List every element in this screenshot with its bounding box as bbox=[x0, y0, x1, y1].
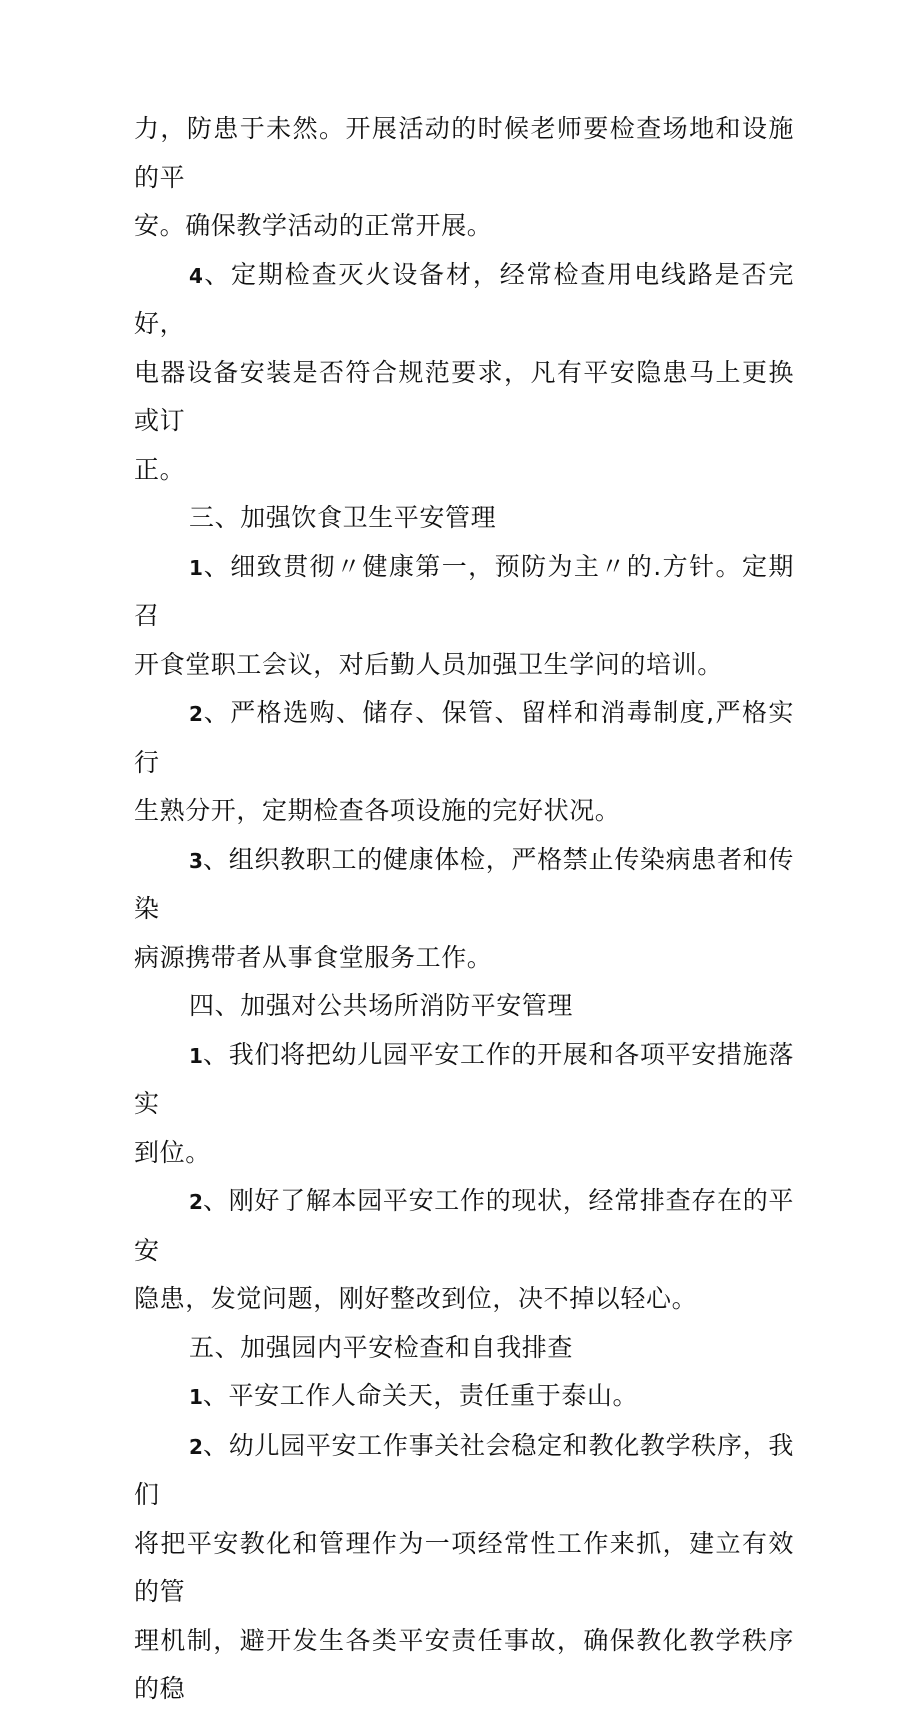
list-item bbox=[134, 689, 794, 836]
document-body bbox=[134, 105, 794, 1714]
item-number: 2 bbox=[189, 1434, 203, 1459]
text-line: 到位。 bbox=[134, 1137, 211, 1167]
text-line: 正。 bbox=[134, 454, 186, 484]
text-line: 、定期检查灭火设备材，经常检查用电线路是否完好， bbox=[134, 259, 794, 338]
text-line: 病源携带者从事食堂服务工作。 bbox=[134, 942, 493, 972]
item-number: 4 bbox=[189, 263, 203, 288]
section-heading bbox=[134, 982, 794, 1031]
list-item bbox=[134, 836, 794, 983]
text-line: 、组织教职工的健康体检，严格禁止传染病患者和传染 bbox=[134, 844, 794, 923]
text-line: 、严格选购、储存、保管、留样和消毒制度,严格实行 bbox=[134, 698, 794, 777]
text-line: 开食堂职工会议，对后勤人员加强卫生学问的培训。 bbox=[134, 649, 723, 679]
item-number: 2 bbox=[189, 702, 203, 726]
text-line: 理机制，避开发生各类平安责任事故，确保教化教学秩序的稳 bbox=[134, 1625, 794, 1703]
heading-text: 四、加强对公共场所消防平安管理 bbox=[189, 991, 574, 1020]
text-line: 、我们将把幼儿园平安工作的开展和各项平安措施落实 bbox=[134, 1039, 794, 1118]
text-line: 力，防患于未然。开展活动的时候老师要检查场地和设施的平 bbox=[134, 114, 794, 192]
list-item bbox=[134, 1372, 794, 1422]
item-number: 2 bbox=[189, 1190, 203, 1214]
list-item bbox=[134, 1177, 794, 1324]
text-line: 、刚好了解本园平安工作的现状，经常排查存在的平安 bbox=[134, 1186, 794, 1265]
section-heading bbox=[134, 1324, 794, 1373]
text-line: 、幼儿园平安工作事关社会稳定和教化教学秩序，我们 bbox=[134, 1430, 794, 1509]
text-line: 生熟分开，定期检查各项设施的完好状况。 bbox=[134, 796, 621, 825]
text-line: 安。确保教学活动的正常开展。 bbox=[134, 211, 493, 240]
list-item bbox=[134, 1031, 794, 1178]
heading-text: 三、加强饮食卫生平安管理 bbox=[189, 503, 497, 532]
item-number: 1 bbox=[189, 555, 203, 580]
item-number: 1 bbox=[189, 1043, 203, 1068]
paragraph-continuation bbox=[134, 105, 794, 251]
text-line: 将把平安教化和管理作为一项经常性工作来抓，建立有效的管 bbox=[134, 1528, 794, 1606]
list-item bbox=[134, 1422, 794, 1714]
list-item bbox=[134, 543, 794, 690]
item-number: 3 bbox=[189, 848, 203, 873]
text-line: 、平安工作人命关天，责任重于泰山。 bbox=[202, 1381, 639, 1410]
text-line: 隐患，发觉问题，刚好整改到位，决不掉以轻心。 bbox=[134, 1284, 698, 1313]
text-line: 电器设备安装是否符合规范要求，凡有平安隐患马上更换或订 bbox=[134, 357, 794, 435]
item-number: 1 bbox=[189, 1385, 203, 1409]
text-line: 、细致贯彻〃健康第一，预防为主〃的.方针。定期召 bbox=[134, 551, 794, 630]
heading-text: 五、加强园内平安检查和自我排查 bbox=[189, 1332, 574, 1362]
list-item bbox=[134, 251, 794, 495]
section-heading bbox=[134, 494, 794, 543]
